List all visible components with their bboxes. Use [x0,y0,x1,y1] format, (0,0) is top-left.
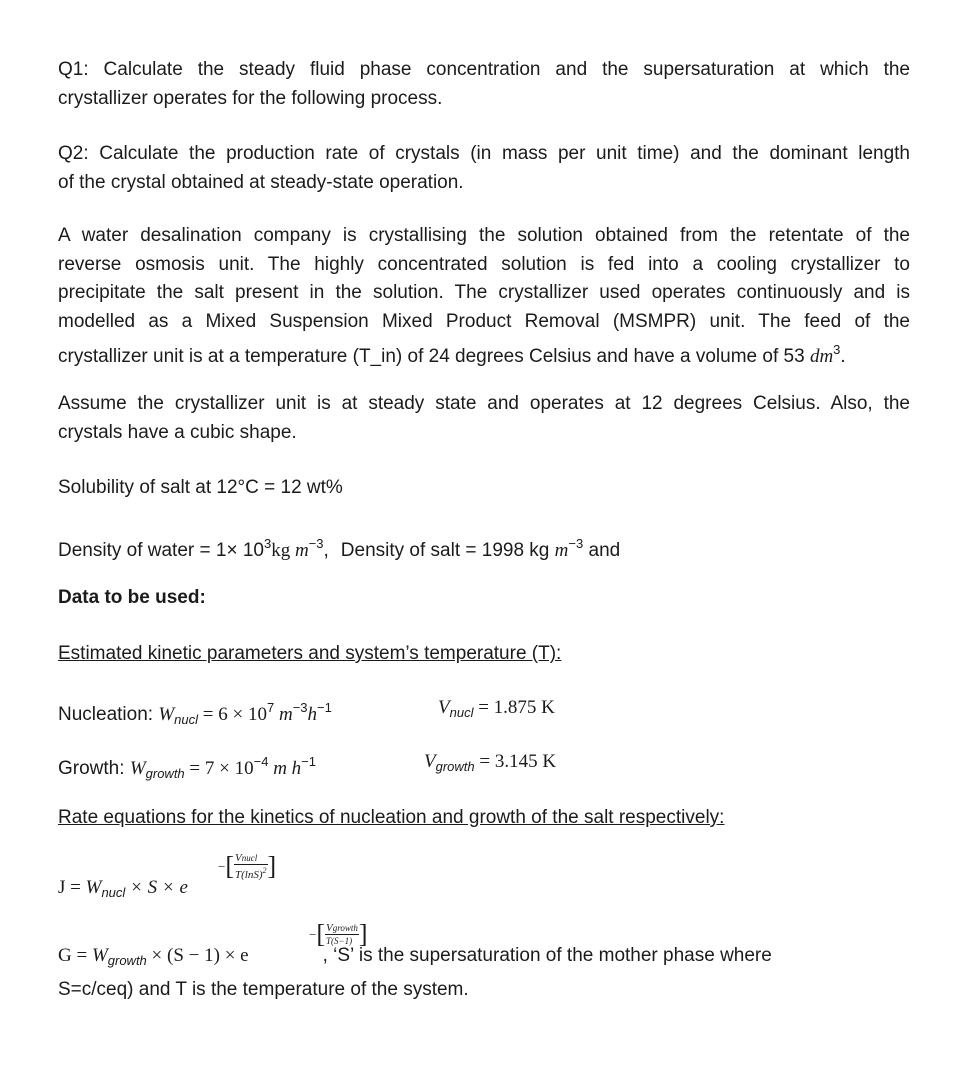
eq-g-v-subscript: growth [332,923,358,934]
growth-unit-exponent: −1 [301,754,316,769]
eq-g-trailing-text: , ‘S’ is the supersaturation of the mother phase where [322,945,772,966]
nucleation-w-symbol: W [158,704,175,725]
problem-description [58,222,910,372]
growth-w-exponent: −4 [253,754,269,769]
eq-g-left-bracket: [ [316,919,326,949]
eq-g-exponent-fraction [325,922,359,947]
eq-j-body: × S × e [125,877,188,898]
eq-g-v-symbol: V [326,922,333,935]
eq-j-w-symbol: W [85,877,102,898]
growth-w-value: = 7 × 10 [184,758,254,779]
growth-w-symbol: W [129,758,146,779]
eq-g-exponent-numerator [325,922,359,935]
solubility-line: Solubility of salt at 12°C = 12 wt% [58,477,343,498]
nucleation-unit-h-exponent: −1 [317,700,332,715]
kinetic-parameters-heading: Estimated kinetic parameters and system’s temperature (T): [58,643,562,664]
eq-g-w-symbol: W [91,945,108,966]
density-salt-m-exponent: −3 [568,536,584,551]
density-line [58,530,910,566]
eq-j-v-subscript: nucl [241,853,258,864]
density-comma: , [323,540,329,561]
density-salt-m: m [554,540,569,561]
q1-line-2: crystallizer operates for the following process. [58,87,443,109]
growth-parameters [58,748,910,789]
eq-g-w-subscript: growth [107,953,147,968]
nucleation-w-value: = 6 × 10 [198,704,267,725]
growth-label: Growth: [58,758,130,779]
nucleation-unit-m-exponent: −3 [292,700,308,715]
density-water-m: m [294,540,309,561]
question-1 [58,56,910,113]
growth-rate-equation [58,919,910,1004]
eq-j-lhs: J = [58,877,86,898]
intro-line-3: precipitate the salt present in the solution. The crystallizer used operates continuously and is [58,282,910,303]
growth-v-subscript: growth [435,759,475,774]
rate-equations-heading: Rate equations for the kinetics of nucleation and growth of the salt respectively: [58,807,725,828]
nucleation-w-subscript: nucl [174,712,199,727]
nucleation-label: Nucleation: [58,704,159,725]
q2-line-2: of the crystal obtained at steady-state operation. [58,171,464,193]
assume-line-1: Assume the crystallizer unit is at steady state and operates at 12 degrees Celsius. Also, the [58,393,910,414]
density-salt-label: Density of salt = 1998 kg [340,540,555,561]
eq-j-exponent-denominator [234,865,268,881]
growth-w-subscript: growth [145,766,185,781]
assumptions [58,390,910,447]
q2-line-1: Q2: Calculate the production rate of crystals (in mass per unit time) and the dominant length [58,143,910,164]
eq-j-exponent-minus: − [218,859,226,874]
density-water-unit: kg [271,540,295,561]
nucleation-v-subscript: nucl [449,705,474,720]
eq-g-exponent-denominator: T(S−1) [326,936,353,947]
nucleation-v-value: = 1.875 K [473,697,555,718]
growth-v-parameter [424,748,556,782]
eq-g-right-bracket: ] [358,919,368,949]
intro-line-5-end: . [840,346,846,367]
eq-j-v-symbol: V [235,852,242,865]
growth-v-value: = 3.145 K [474,751,557,772]
nucleation-parameters [58,694,910,735]
eq-j-exponent [218,852,276,882]
nucleation-unit-m: m [274,704,293,725]
nucleation-v-symbol: V [438,697,450,718]
intro-line-2: reverse osmosis unit. The highly concentrated solution is fed into a cooling crystallizer to [58,253,910,275]
eq-j-right-bracket: ] [267,851,277,881]
nucleation-rate-equation [58,851,910,908]
nucleation-v-parameter [438,694,555,728]
eq-j-exponent-numerator [234,852,268,865]
q1-line-1: Q1: Calculate the steady fluid phase concentration and the supersaturation at which the [58,59,910,80]
density-water-m-exponent: −3 [308,536,324,551]
eq-g-line-2: S=c/ceq) and T is the temperature of the system. [58,978,469,1000]
growth-unit: m h [268,758,302,779]
eq-g-body: × (S − 1) × e [146,945,249,966]
eq-g-exponent-minus: − [309,927,317,942]
intro-line-4: modelled as a Mixed Suspension Mixed Product Removal (MSMPR) unit. The feed of the [58,310,910,332]
intro-line-1: A water desalination company is crystallising the solution obtained from the retentate of the [58,225,910,246]
eq-j-denominator-exponent: 2 [262,866,267,876]
density-water-label: Density of water = 1× 10 [58,540,264,561]
intro-line-5-text: crystallizer unit is at a temperature (T_in) of 24 degrees Celsius and have a volume of 53 [58,346,810,367]
eq-j-denominator-text: T(lnS) [235,869,263,882]
data-heading: Data to be used: [58,587,206,608]
density-water-exponent: 3 [263,536,272,551]
nucleation-unit-h: h [307,704,318,725]
eq-j-left-bracket: [ [225,851,235,881]
eq-g-line-1 [58,919,910,976]
question-2 [58,140,910,197]
nucleation-w-exponent: 7 [266,700,275,715]
assume-line-2: crystals have a cubic shape. [58,421,297,443]
growth-v-symbol: V [424,751,436,772]
intro-line-5 [58,336,910,372]
eq-g-exponent [309,920,368,950]
eq-j-w-subscript: nucl [101,885,126,900]
volume-unit: dm [809,346,834,367]
eq-j-exponent-fraction [234,852,268,881]
eq-g-lhs: G = [58,945,92,966]
volume-unit-exponent: 3 [833,342,841,357]
density-and: and [583,540,621,561]
